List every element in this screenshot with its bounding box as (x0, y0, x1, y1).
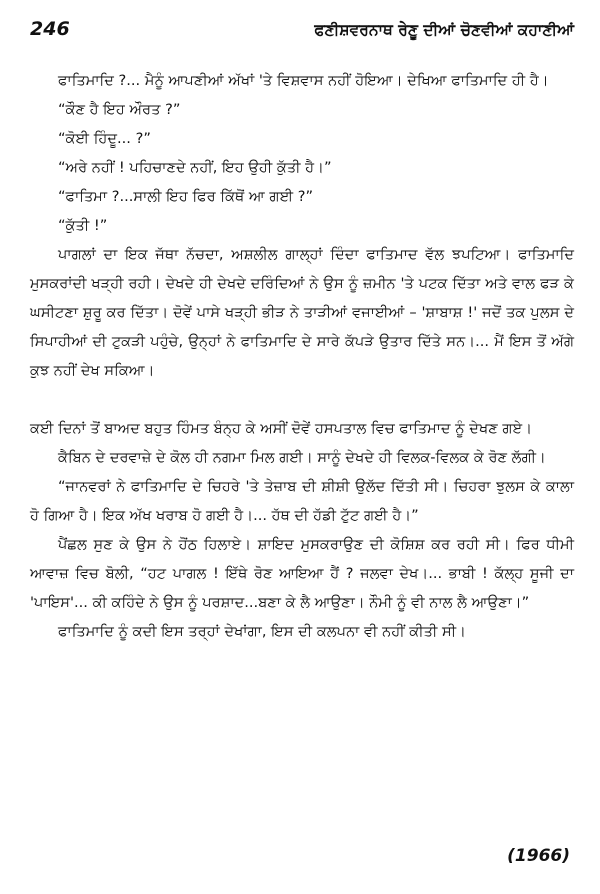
paragraph: “ਜਾਨਵਰਾਂ ਨੇ ਫਾਤਿਮਾਦਿ ਦੇ ਚਿਹਰੇ 'ਤੇ ਤੇਜ਼ਾਬ ਦੀ ਸ਼ੀਸ਼ੀ ਉਲੱਦ ਦਿੱਤੀ ਸੀ। ਚਿਹਰਾ ਝੁਲਸ ਕੇ ਕਾਲਾ ਹੋ ਗਿਆ ਹੈ। ਇਕ ਅੱਖ ਖਰਾਬ ਹੋ ਗਈ ਹੈ।... ਹੱਥ ਦੀ ਹੱਡੀ ਟੁੱਟ ਗਈ ਹੈ।” (30, 478, 574, 524)
paragraph: ਕੈਬਿਨ ਦੇ ਦਰਵਾਜ਼ੇ ਦੇ ਕੋਲ ਹੀ ਨਗਮਾ ਮਿਲ ਗਈ। ਸਾਨੂੰ ਦੇਖਦੇ ਹੀ ਵਿਲਕ-ਵਿਲਕ ਕੇ ਰੋਣ ਲੱਗੀ। (58, 449, 546, 466)
paragraph: ਪੈਂਛਲ ਸੁਣ ਕੇ ਉਸ ਨੇ ਹੋਂਠ ਹਿਲਾਏ। ਸ਼ਾਇਦ ਮੁਸਕਰਾਉਣ ਦੀ ਕੋਸ਼ਿਸ਼ ਕਰ ਰਹੀ ਸੀ। ਫਿਰ ਧੀਮੀ ਆਵਾਜ਼ ਵਿਚ ਬੋਲੀ, “ਹਟ ਪਾਗਲ ! ਇੱਥੇ ਰੋਣ ਆਇਆ ਹੈਂ ? ਜਲਵਾ ਦੇਖ।... ਭਾਬੀ ! ਕੱਲ੍ਹ ਸੂਜੀ ਦਾ 'ਪਾਇਸ'... ਕੀ ਕਹਿੰਦੇ ਨੇ ਉਸ ਨੂੰ ਪਰਸ਼ਾਦ...ਬਣਾ ਕੇ ਲੈ ਆਉਣਾ। ਨੌਮੀ ਨੂੰ ਵੀ ਨਾਲ ਲੈ ਆਉਣਾ।” (30, 536, 574, 611)
paragraph: ਪਾਗਲਾਂ ਦਾ ਇਕ ਜੱਥਾ ਨੱਚਦਾ, ਅਸ਼ਲੀਲ ਗਾਲ੍ਹਾਂ ਦਿੰਦਾ ਫਾਤਿਮਾਦ ਵੱਲ ਝਪਟਿਆ। ਫਾਤਿਮਾਦਿ ਮੁਸਕਰਾਂਦੀ ਖੜ੍ਹੀ ਰਹੀ। ਦੇਖਦੇ ਹੀ ਦੇਖਦੇ ਦਰਿੰਦਿਆਂ ਨੇ ਉਸ ਨੂੰ ਜ਼ਮੀਨ 'ਤੇ ਪਟਕ ਦਿੱਤਾ ਅਤੇ ਵਾਲ ਫੜ ਕੇ ਘਸੀਟਣਾ ਸ਼ੁਰੂ ਕਰ ਦਿੱਤਾ। ਦੋਵੇਂ ਪਾਸੇ ਖੜ੍ਹੀ ਭੀੜ ਨੇ ਤਾੜੀਆਂ ਵਜਾਈਆਂ – 'ਸ਼ਾਬਾਸ਼ !' ਜਦੋਂ ਤਕ ਪੁਲਸ ਦੇ ਸਿਪਾਹੀਆਂ ਦੀ ਟੁਕੜੀ ਪਹੁੰਚੇ, ਉਨ੍ਹਾਂ ਨੇ ਫਾਤਿਮਾਦਿ ਦੇ ਸਾਰੇ ਕੱਪੜੇ ਉਤਾਰ ਦਿੱਤੇ ਸਨ।... ਮੈਂ ਇਸ ਤੋਂ ਅੱਗੇ ਕੁਝ ਨਹੀਂ ਦੇਖ ਸਕਿਆ। (30, 246, 574, 379)
dialogue-line: “ਕੌਣ ਹੈ ਇਹ ਔਰਤ ?” (58, 101, 181, 118)
dialogue-line: “ਅਰੇ ਨਹੀਂ ! ਪਹਿਚਾਣਦੇ ਨਹੀਂ, ਇਹ ਉਹੀ ਕੁੱਤੀ ਹੈ।” (58, 159, 332, 176)
paragraph: ਕਈ ਦਿਨਾਂ ਤੋਂ ਬਾਅਦ ਬਹੁਤ ਹਿੰਮਤ ਬੰਨ੍ਹ ਕੇ ਅਸੀਂ ਦੋਵੇਂ ਹਸਪਤਾਲ ਵਿਚ ਫਾਤਿਮਾਦ ਨੂੰ ਦੇਖਣ ਗਏ। (30, 420, 533, 437)
story-text (30, 66, 574, 646)
story-date: (1966) (507, 846, 570, 866)
dialogue-line: “ਕੋਈ ਹਿੰਦੂ... ?” (58, 130, 151, 147)
page-number: 246 (30, 18, 70, 40)
page-header (30, 18, 574, 48)
dialogue-line: “ਕੁੱਤੀ !” (58, 217, 108, 234)
running-title: ਫਣੀਸ਼ਵਰਨਾਥ ਰੇਣੂ ਦੀਆਂ ਚੋਣਵੀਆਂ ਕਹਾਣੀਆਂ (314, 21, 574, 39)
paragraph: ਫਾਤਿਮਾਦਿ ਨੂੰ ਕਦੀ ਇਸ ਤਰ੍ਹਾਂ ਦੇਖਾਂਗਾ, ਇਸ ਦੀ ਕਲਪਨਾ ਵੀ ਨਹੀਂ ਕੀਤੀ ਸੀ। (58, 623, 466, 640)
paragraph: ਫਾਤਿਮਾਦਿ ?... ਮੈਨੂੰ ਆਪਣੀਆਂ ਅੱਖਾਂ 'ਤੇ ਵਿਸ਼ਵਾਸ ਨਹੀਂ ਹੋਇਆ। ਦੇਖਿਆ ਫਾਤਿਮਾਦਿ ਹੀ ਹੈ। (58, 72, 549, 89)
dialogue-line: “ਫਾਤਿਮਾ ?...ਸਾਲੀ ਇਹ ਫਿਰ ਕਿੱਥੋਂ ਆ ਗਈ ?” (58, 188, 314, 205)
